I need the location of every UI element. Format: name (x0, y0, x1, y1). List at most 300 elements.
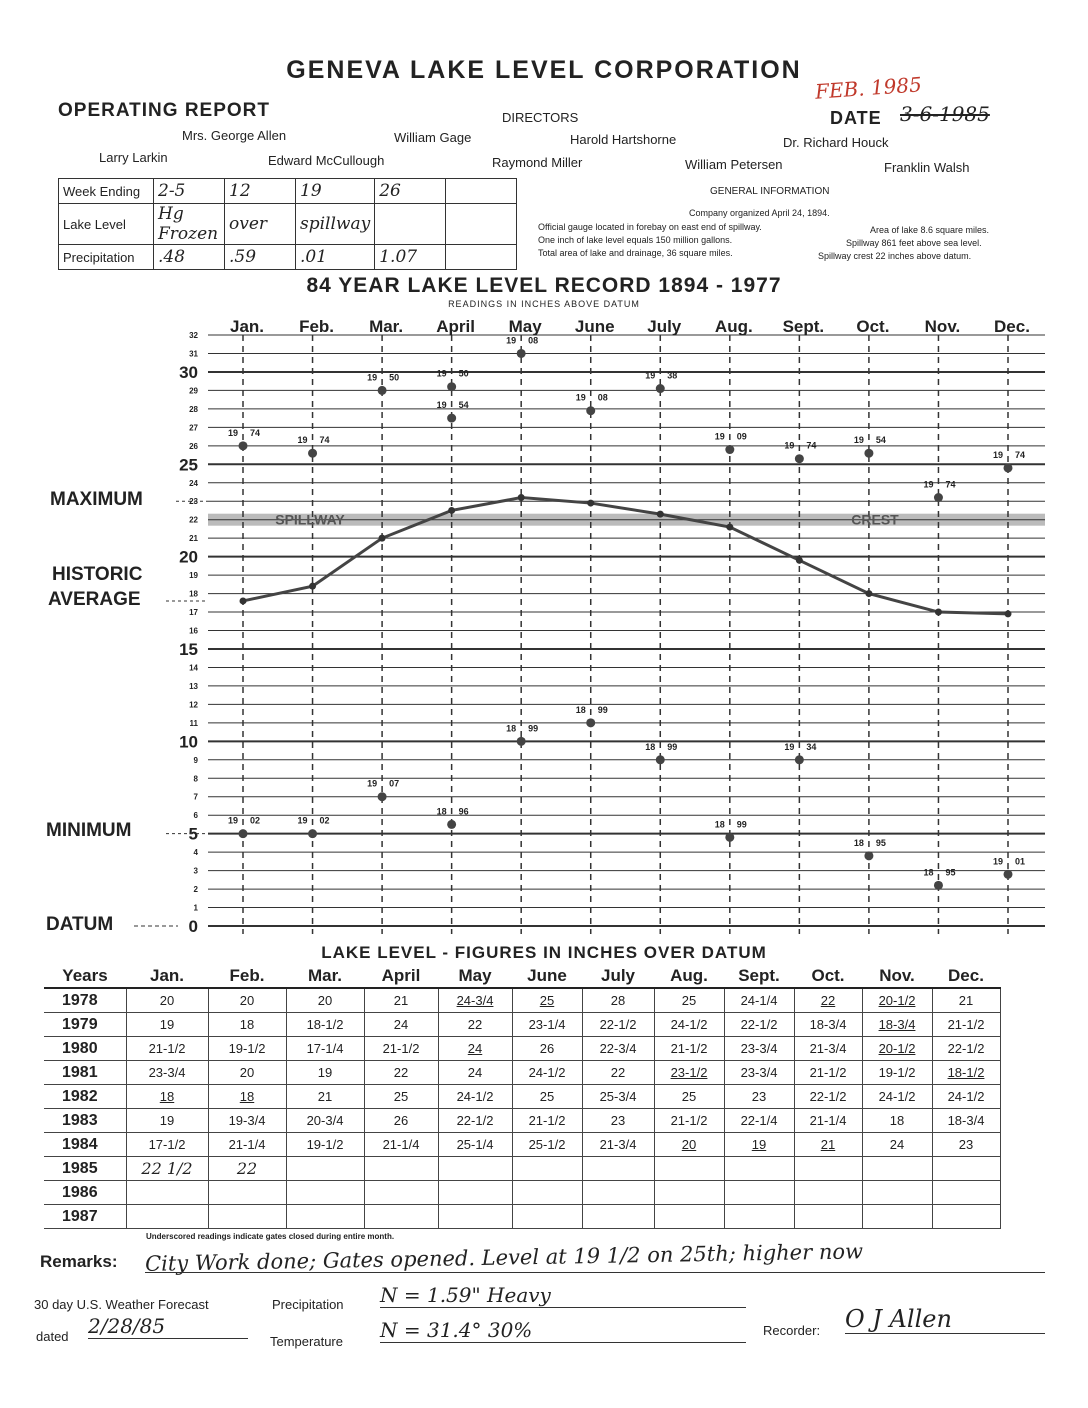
y-tick-label: 25 (179, 455, 198, 475)
record-high-year-label: 54 (875, 435, 886, 446)
value-cell: 22-1/2 (438, 1109, 512, 1133)
record-low-point (308, 829, 317, 838)
record-low-point (795, 755, 804, 764)
y-tick-label: 19 (189, 571, 198, 581)
record-high-year-label: 19 (853, 435, 864, 446)
value-cell: 24-1/2 (654, 1013, 724, 1037)
value-cell (794, 1157, 862, 1181)
value-cell: 23-1/2 (654, 1061, 724, 1085)
record-high-year-label: 38 (667, 370, 678, 381)
record-low-year-label: 19 (367, 778, 378, 789)
month-label: Feb. (299, 317, 335, 336)
lake-level-table (44, 964, 1001, 1229)
month-label: Nov. (924, 317, 961, 336)
record-high-year-label: 50 (389, 372, 400, 383)
week-ending-cell (446, 179, 517, 204)
table-title: LAKE LEVEL - FIGURES IN INCHES OVER DATUM (321, 943, 767, 962)
record-high-year-label: 74 (1014, 449, 1026, 460)
value-cell: 18-1/2 (932, 1061, 1000, 1085)
value-cell: 22 (794, 988, 862, 1013)
year-cell: 1985 (44, 1157, 126, 1181)
lake-level-cell (375, 204, 446, 245)
record-high-year-label: 19 (645, 370, 656, 381)
value-cell (794, 1205, 862, 1229)
value-cell (932, 1205, 1000, 1229)
value-cell: 20 (654, 1133, 724, 1157)
director-name: Dr. Richard Houck (783, 135, 889, 150)
value-cell (724, 1181, 794, 1205)
lake-level-chart (0, 310, 1088, 940)
datum-label: DATUM (46, 914, 114, 935)
directors-label: DIRECTORS (502, 110, 579, 125)
y-tick-label: 18 (189, 589, 198, 599)
value-cell (794, 1181, 862, 1205)
value-cell: 20-3/4 (286, 1109, 364, 1133)
table-footnote: Underscored readings indicate gates closed during entire month. (146, 1232, 395, 1241)
value-cell: 20 (208, 988, 286, 1013)
value-cell: 23 (932, 1133, 1000, 1157)
value-cell (364, 1181, 438, 1205)
average-point (1005, 610, 1012, 617)
value-cell (438, 1181, 512, 1205)
record-low-point (239, 829, 248, 838)
table-row (44, 1013, 1000, 1037)
record-low-point (378, 792, 387, 801)
record-high-point (308, 449, 317, 458)
y-tick-label: 14 (189, 663, 198, 673)
average-point (587, 500, 594, 507)
y-tick-label: 8 (193, 774, 198, 784)
dated-label: dated (36, 1329, 69, 1344)
month-label: Oct. (856, 317, 890, 336)
year-cell: 1986 (44, 1181, 126, 1205)
table-row (44, 1157, 1000, 1181)
value-cell: 25-1/4 (438, 1133, 512, 1157)
value-cell: 22-1/2 (724, 1013, 794, 1037)
average-label: AVERAGE (48, 589, 141, 610)
record-high-point (864, 449, 873, 458)
value-cell (862, 1181, 932, 1205)
value-cell: 22-1/2 (582, 1013, 654, 1037)
y-tick-label: 28 (189, 404, 198, 414)
value-cell (862, 1157, 932, 1181)
month-label: Mar. (369, 317, 404, 336)
value-cell (208, 1181, 286, 1205)
month-label: Aug. (714, 317, 753, 336)
value-cell: 24 (438, 1061, 512, 1085)
value-cell: 24-1/2 (932, 1085, 1000, 1109)
value-cell: 22 (364, 1061, 438, 1085)
forecast-label: 30 day U.S. Weather Forecast (34, 1297, 209, 1312)
value-cell: 19 (724, 1133, 794, 1157)
general-info-line: One inch of lake level equals 150 million gallons. (538, 235, 733, 245)
spillway-label: SPILLWAY (275, 511, 345, 528)
record-low-year-label: 95 (945, 867, 956, 878)
value-cell: 19-1/2 (862, 1061, 932, 1085)
director-name: Mrs. George Allen (182, 128, 287, 143)
value-cell: 24 (364, 1013, 438, 1037)
value-cell: 21-1/2 (512, 1109, 582, 1133)
y-tick-label: 23 (189, 497, 198, 507)
column-header: Sept. (724, 964, 794, 988)
general-info-line: Official gauge located in forebay on east end of spillway. (538, 222, 762, 232)
director-name: Harold Hartshorne (570, 132, 677, 147)
value-cell (582, 1205, 654, 1229)
value-cell: 25 (364, 1085, 438, 1109)
record-high-year-label: 08 (528, 335, 539, 346)
lake-level-cell: spillway (296, 204, 375, 245)
value-cell (932, 1157, 1000, 1181)
average-point (448, 507, 455, 514)
record-low-point (447, 820, 456, 829)
y-tick-label: 5 (188, 824, 198, 844)
value-cell: 20 (126, 988, 208, 1013)
record-low-year-label: 18 (923, 867, 934, 878)
value-cell: 22 (208, 1157, 286, 1181)
precipitation-forecast-label: Precipitation (272, 1297, 344, 1312)
record-low-point (934, 881, 943, 890)
record-low-point (725, 833, 734, 842)
precipitation-label: Precipitation (59, 245, 154, 270)
value-cell: 22-1/4 (724, 1109, 794, 1133)
historic-label: HISTORIC (52, 564, 143, 585)
y-tick-label: 16 (189, 626, 198, 636)
value-cell (364, 1205, 438, 1229)
record-low-year-label: 02 (319, 815, 330, 826)
recorder-signature: O J Allen (845, 1305, 1045, 1334)
record-high-year-label: 19 (714, 431, 725, 442)
week-ending-cell: 12 (225, 179, 296, 204)
record-low-year-label: 18 (436, 806, 447, 817)
record-high-point (586, 406, 595, 415)
value-cell: 23 (582, 1109, 654, 1133)
value-cell: 19-3/4 (208, 1109, 286, 1133)
y-tick-label: 7 (193, 792, 198, 802)
precipitation-cell: .01 (296, 245, 375, 270)
record-low-point (517, 737, 526, 746)
y-tick-label: 3 (193, 866, 198, 876)
value-cell: 21 (364, 988, 438, 1013)
column-header: Jan. (126, 964, 208, 988)
value-cell: 25 (654, 1085, 724, 1109)
value-cell: 18-3/4 (932, 1109, 1000, 1133)
value-cell: 18-3/4 (862, 1013, 932, 1037)
value-cell: 25-3/4 (582, 1085, 654, 1109)
table-row (44, 988, 1000, 1013)
year-cell: 1982 (44, 1085, 126, 1109)
value-cell (862, 1205, 932, 1229)
record-low-year-label: 99 (597, 704, 608, 715)
record-high-point (517, 349, 526, 358)
record-high-year-label: 19 (575, 392, 586, 403)
column-header: Oct. (794, 964, 862, 988)
value-cell: 20 (286, 988, 364, 1013)
general-info-line: Area of lake 8.6 square miles. (870, 225, 990, 235)
y-tick-label: 29 (189, 386, 198, 396)
value-cell (126, 1181, 208, 1205)
year-cell: 1987 (44, 1205, 126, 1229)
record-high-year-label: 19 (297, 435, 308, 446)
column-header: Feb. (208, 964, 286, 988)
record-low-year-label: 07 (389, 778, 400, 789)
column-header: Aug. (654, 964, 724, 988)
year-cell: 1978 (44, 988, 126, 1013)
report-title: OPERATING REPORT (58, 100, 270, 121)
value-cell (512, 1181, 582, 1205)
value-cell: 23-3/4 (724, 1061, 794, 1085)
lake-level-cell: Hg Frozen (154, 204, 225, 245)
record-low-year-label: 18 (853, 837, 864, 848)
director-name: Larry Larkin (99, 150, 168, 165)
record-high-year-label: 19 (227, 427, 239, 438)
record-high-point (239, 441, 248, 450)
record-high-year-label: 50 (458, 368, 469, 379)
record-low-year-label: 96 (458, 806, 469, 817)
month-label: Dec. (994, 317, 1030, 336)
value-cell: 25 (512, 988, 582, 1013)
table-row (44, 1109, 1000, 1133)
value-cell: 22 1/2 (126, 1157, 208, 1181)
precipitation-forecast-value: N = 1.59" Heavy (380, 1283, 746, 1308)
record-low-year-label: 19 (784, 741, 795, 752)
value-cell: 19-1/2 (208, 1037, 286, 1061)
average-point (657, 511, 664, 518)
value-cell: 25 (654, 988, 724, 1013)
record-low-year-label: 19 (992, 856, 1004, 867)
value-cell (654, 1181, 724, 1205)
record-low-year-label: 18 (506, 723, 517, 734)
value-cell: 21-1/4 (794, 1109, 862, 1133)
value-cell: 17-1/2 (126, 1133, 208, 1157)
crest-label: CREST (851, 511, 899, 528)
average-point (796, 557, 803, 564)
general-info-line: Spillway crest 22 inches above datum. (818, 251, 972, 261)
table-row (44, 1133, 1000, 1157)
table-row (44, 1085, 1000, 1109)
value-cell (126, 1205, 208, 1229)
record-low-year-label: 18 (645, 741, 656, 752)
remarks-label: Remarks: (40, 1252, 118, 1271)
month-label: May (508, 317, 542, 336)
value-cell: 24 (438, 1037, 512, 1061)
average-point (865, 590, 872, 597)
week-ending-cell: 2-5 (154, 179, 225, 204)
average-point (309, 583, 316, 590)
y-tick-label: 10 (179, 732, 198, 752)
record-high-point (447, 414, 456, 423)
week-ending-label: Week Ending (59, 179, 154, 204)
value-cell: 18 (208, 1085, 286, 1109)
record-high-point (656, 384, 665, 393)
record-high-year-label: 19 (506, 335, 517, 346)
record-low-year-label: 18 (575, 704, 586, 715)
recorder-label: Recorder: (763, 1323, 821, 1338)
value-cell: 18-1/2 (286, 1013, 364, 1037)
y-tick-label: 0 (188, 917, 198, 936)
value-cell: 28 (582, 988, 654, 1013)
value-cell: 20-1/2 (862, 988, 932, 1013)
column-header: April (364, 964, 438, 988)
value-cell (512, 1157, 582, 1181)
director-name: Franklin Walsh (884, 160, 970, 175)
director-name: Edward McCullough (268, 153, 385, 168)
record-high-year-label: 08 (597, 392, 608, 403)
value-cell (654, 1157, 724, 1181)
average-point (379, 535, 386, 542)
value-cell: 21 (286, 1085, 364, 1109)
table-row (44, 1181, 1000, 1205)
y-tick-label: 24 (189, 478, 198, 488)
value-cell: 21-1/2 (794, 1061, 862, 1085)
average-point (726, 524, 733, 531)
director-name: William Gage (394, 130, 472, 145)
week-ending-cell: 19 (296, 179, 375, 204)
y-tick-label: 2 (193, 885, 198, 895)
y-tick-label: 15 (179, 639, 198, 659)
value-cell: 22-3/4 (582, 1037, 654, 1061)
y-tick-label: 4 (193, 848, 198, 858)
record-high-year-label: 19 (923, 479, 934, 490)
value-cell: 21-1/2 (126, 1037, 208, 1061)
value-cell (654, 1205, 724, 1229)
dated-value: 2/28/85 (88, 1314, 248, 1339)
value-cell (438, 1205, 512, 1229)
director-name: Raymond Miller (492, 155, 583, 170)
lake-level-cell (446, 204, 517, 245)
y-tick-label: 20 (179, 547, 198, 567)
y-tick-label: 17 (189, 608, 198, 618)
year-cell: 1984 (44, 1133, 126, 1157)
record-low-point (864, 851, 873, 860)
value-cell: 22 (438, 1013, 512, 1037)
column-header: May (438, 964, 512, 988)
lake-level-label: Lake Level (59, 204, 154, 245)
record-low-year-label: 01 (1014, 856, 1026, 867)
column-header: Nov. (862, 964, 932, 988)
value-cell: 18 (208, 1013, 286, 1037)
record-low-year-label: 99 (528, 723, 539, 734)
value-cell: 19-1/2 (286, 1133, 364, 1157)
record-high-point (725, 445, 734, 454)
lake-level-cell: over (225, 204, 296, 245)
record-high-point (1004, 463, 1013, 472)
record-high-year-label: 74 (249, 427, 261, 438)
remarks-value: City Work done; Gates opened. Level at 19 1/2 on 25th; higher now (144, 1239, 864, 1276)
record-high-year-label: 19 (436, 368, 447, 379)
month-label: July (647, 317, 682, 336)
value-cell: 19 (126, 1109, 208, 1133)
column-header: July (582, 964, 654, 988)
precipitation-cell: .59 (225, 245, 296, 270)
y-tick-label: 21 (189, 534, 198, 544)
chart-title: 84 YEAR LAKE LEVEL RECORD 1894 - 1977 (306, 274, 782, 297)
value-cell: 24-1/2 (438, 1085, 512, 1109)
remarks-rule (145, 1272, 1045, 1273)
average-point (518, 494, 525, 501)
temperature-forecast-label: Temperature (270, 1334, 343, 1349)
value-cell: 21-1/4 (364, 1133, 438, 1157)
y-tick-label: 13 (189, 681, 198, 691)
y-tick-label: 12 (189, 700, 198, 710)
value-cell: 21-1/2 (654, 1037, 724, 1061)
y-tick-label: 1 (193, 903, 198, 913)
value-cell: 18 (862, 1109, 932, 1133)
date-value: 3-6-1985 (900, 102, 990, 126)
value-cell: 21-1/4 (208, 1133, 286, 1157)
value-cell: 21-1/2 (654, 1109, 724, 1133)
table-row (44, 1205, 1000, 1229)
record-high-year-label: 19 (992, 449, 1004, 460)
record-low-year-label: 99 (667, 741, 678, 752)
chart-subtitle: READINGS IN INCHES ABOVE DATUM (448, 299, 640, 309)
record-high-year-label: 54 (458, 400, 469, 411)
value-cell: 20 (208, 1061, 286, 1085)
month-label: Jan. (229, 317, 265, 336)
value-cell (286, 1181, 364, 1205)
value-cell: 20-1/2 (862, 1037, 932, 1061)
record-high-point (378, 386, 387, 395)
value-cell: 22-1/2 (932, 1037, 1000, 1061)
weekly-table (58, 178, 517, 270)
record-low-year-label: 34 (806, 741, 817, 752)
precipitation-cell (446, 245, 517, 270)
value-cell (364, 1157, 438, 1181)
record-high-year-label: 19 (367, 372, 378, 383)
value-cell (438, 1157, 512, 1181)
record-high-point (934, 493, 943, 502)
value-cell: 21 (932, 988, 1000, 1013)
value-cell: 23-3/4 (724, 1037, 794, 1061)
y-tick-label: 9 (193, 755, 198, 765)
month-label: April (436, 317, 476, 336)
y-tick-label: 26 (189, 441, 198, 451)
value-cell: 24 (862, 1133, 932, 1157)
y-tick-label: 31 (189, 349, 198, 359)
value-cell: 23 (724, 1085, 794, 1109)
value-cell: 23-3/4 (126, 1061, 208, 1085)
value-cell (286, 1205, 364, 1229)
precipitation-cell: 1.07 (375, 245, 446, 270)
column-header: Dec. (932, 964, 1000, 988)
record-low-point (586, 718, 595, 727)
value-cell (932, 1181, 1000, 1205)
value-cell: 21-3/4 (794, 1037, 862, 1061)
value-cell: 22-1/2 (794, 1085, 862, 1109)
value-cell: 18-3/4 (794, 1013, 862, 1037)
value-cell: 24-3/4 (438, 988, 512, 1013)
record-high-point (795, 454, 804, 463)
value-cell (582, 1181, 654, 1205)
y-tick-label: 30 (179, 362, 198, 382)
record-low-year-label: 19 (297, 815, 308, 826)
minimum-label: MINIMUM (46, 820, 132, 841)
header-years: Years (44, 964, 126, 988)
record-low-point (1004, 870, 1013, 879)
value-cell: 25 (512, 1085, 582, 1109)
average-point (240, 597, 247, 604)
column-header: Mar. (286, 964, 364, 988)
column-header: June (512, 964, 582, 988)
value-cell: 23-1/4 (512, 1013, 582, 1037)
record-low-year-label: 95 (875, 837, 886, 848)
y-tick-label: 22 (189, 515, 198, 525)
value-cell: 26 (364, 1109, 438, 1133)
general-info-heading: GENERAL INFORMATION (710, 186, 830, 197)
value-cell: 21-3/4 (582, 1133, 654, 1157)
record-high-point (447, 382, 456, 391)
value-cell (286, 1157, 364, 1181)
value-cell: 19 (126, 1013, 208, 1037)
